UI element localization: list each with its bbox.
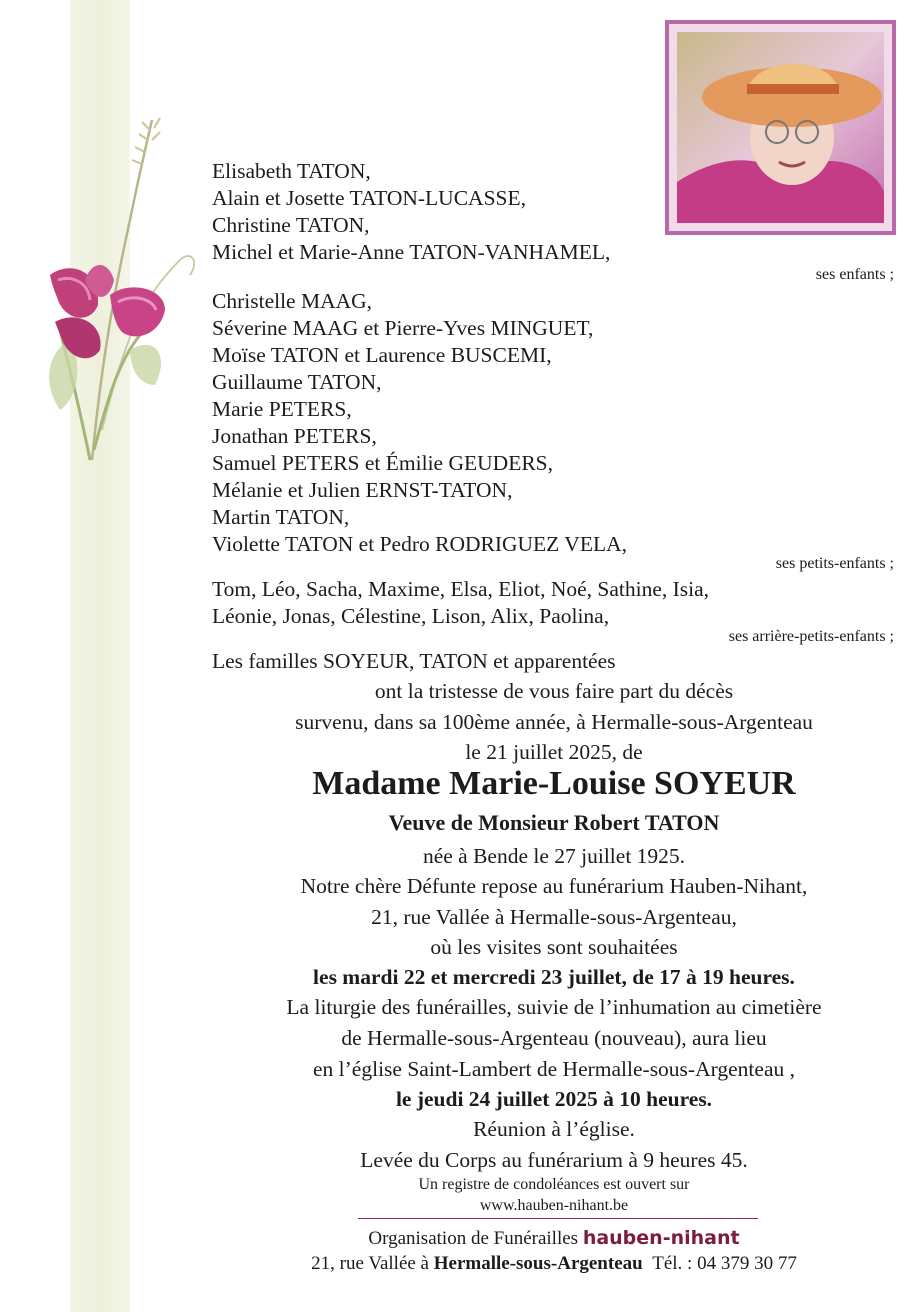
closing-line: Levée du Corps au funérarium à 9 heures 45. [360,1148,748,1172]
announce-line: le 21 juillet 2025, de [465,740,643,764]
grandchild-name: Martin TATON, [212,505,350,529]
grandchild-name: Violette TATON et Pedro RODRIGUEZ VELA, [212,532,627,556]
address-city: Hermalle-sous-Argenteau [433,1253,643,1274]
great-grandchildren-list [212,576,709,630]
registry-line: Un registre de condoléances est ouvert sur [418,1176,690,1193]
grandchild-name: Samuel PETERS et Émilie GEUDERS, [212,451,553,475]
phone-number: Tél. : 04 379 30 77 [652,1253,797,1274]
grandchildren-label: ses petits-enfants ; [775,555,894,572]
grandchildren-list [212,288,627,558]
grandchild-name: Christelle MAAG, [212,289,373,313]
calla-lily-illustration [30,110,220,480]
brand-logo: hauben-nihant [582,1227,740,1249]
detail-line: Notre chère Défunte repose au funérarium Hauben-Nihant, [300,874,808,898]
liturgy-line: La liturgie des funérailles, suivie de l’inhumation au cimetière [286,995,822,1019]
funeral-date: le jeudi 24 juillet 2025 à 10 heures. [395,1087,713,1111]
liturgy-line: en l’église Saint-Lambert de Hermalle-sous-Argenteau , [313,1057,795,1081]
address-prefix: 21, rue Vallée à [311,1253,429,1274]
grandchild-name: Mélanie et Julien ERNST-TATON, [212,478,513,502]
visits-line: les mardi 22 et mercredi 23 juillet, de 17 à 19 heures. [313,965,795,989]
announce-line: survenu, dans sa 100ème année, à Hermalle-sous-Argenteau [295,710,813,734]
footer-org [190,1227,918,1250]
child-name: Alain et Josette TATON-LUCASSE, [212,186,526,210]
children-label: ses enfants ; [815,266,894,283]
great-grandchildren-line: Léonie, Jonas, Célestine, Lison, Alix, Paolina, [212,604,610,628]
registry-url[interactable]: www.hauben-nihant.be [479,1197,629,1214]
detail-line: 21, rue Vallée à Hermalle-sous-Argenteau, [371,905,737,929]
child-name: Christine TATON, [212,213,370,237]
grandchild-name: Marie PETERS, [212,397,352,421]
children-list [212,158,610,266]
footer-address [190,1253,918,1275]
deceased-name: Madame Marie-Louise SOYEUR [312,765,796,802]
great-grandchildren-label: ses arrière-petits-enfants ; [728,628,894,645]
great-grandchildren-line: Tom, Léo, Sacha, Maxime, Elsa, Eliot, Noé, Sathine, Isia, [212,577,710,601]
portrait-photo [665,20,896,235]
closing-line: Réunion à l’église. [473,1117,635,1141]
liturgy-line: de Hermalle-sous-Argenteau (nouveau), aura lieu [341,1026,767,1050]
grandchild-name: Guillaume TATON, [212,370,382,394]
grandchild-name: Moïse TATON et Laurence BUSCEMI, [212,343,552,367]
footer-divider [358,1218,758,1219]
detail-line: née à Bende le 27 juillet 1925. [422,844,686,868]
detail-line: où les visites sont souhaitées [430,935,678,959]
announce-line: ont la tristesse de vous faire part du décès [374,679,734,703]
families-line: Les familles SOYEUR, TATON et apparentées [212,649,616,673]
child-name: Michel et Marie-Anne TATON-VANHAMEL, [212,240,611,264]
org-prefix: Organisation de Funérailles [368,1228,579,1249]
spouse-line: Veuve de Monsieur Robert TATON [388,810,720,835]
grandchild-name: Jonathan PETERS, [212,424,377,448]
child-name: Elisabeth TATON, [212,159,371,183]
grandchild-name: Séverine MAAG et Pierre-Yves MINGUET, [212,316,594,340]
